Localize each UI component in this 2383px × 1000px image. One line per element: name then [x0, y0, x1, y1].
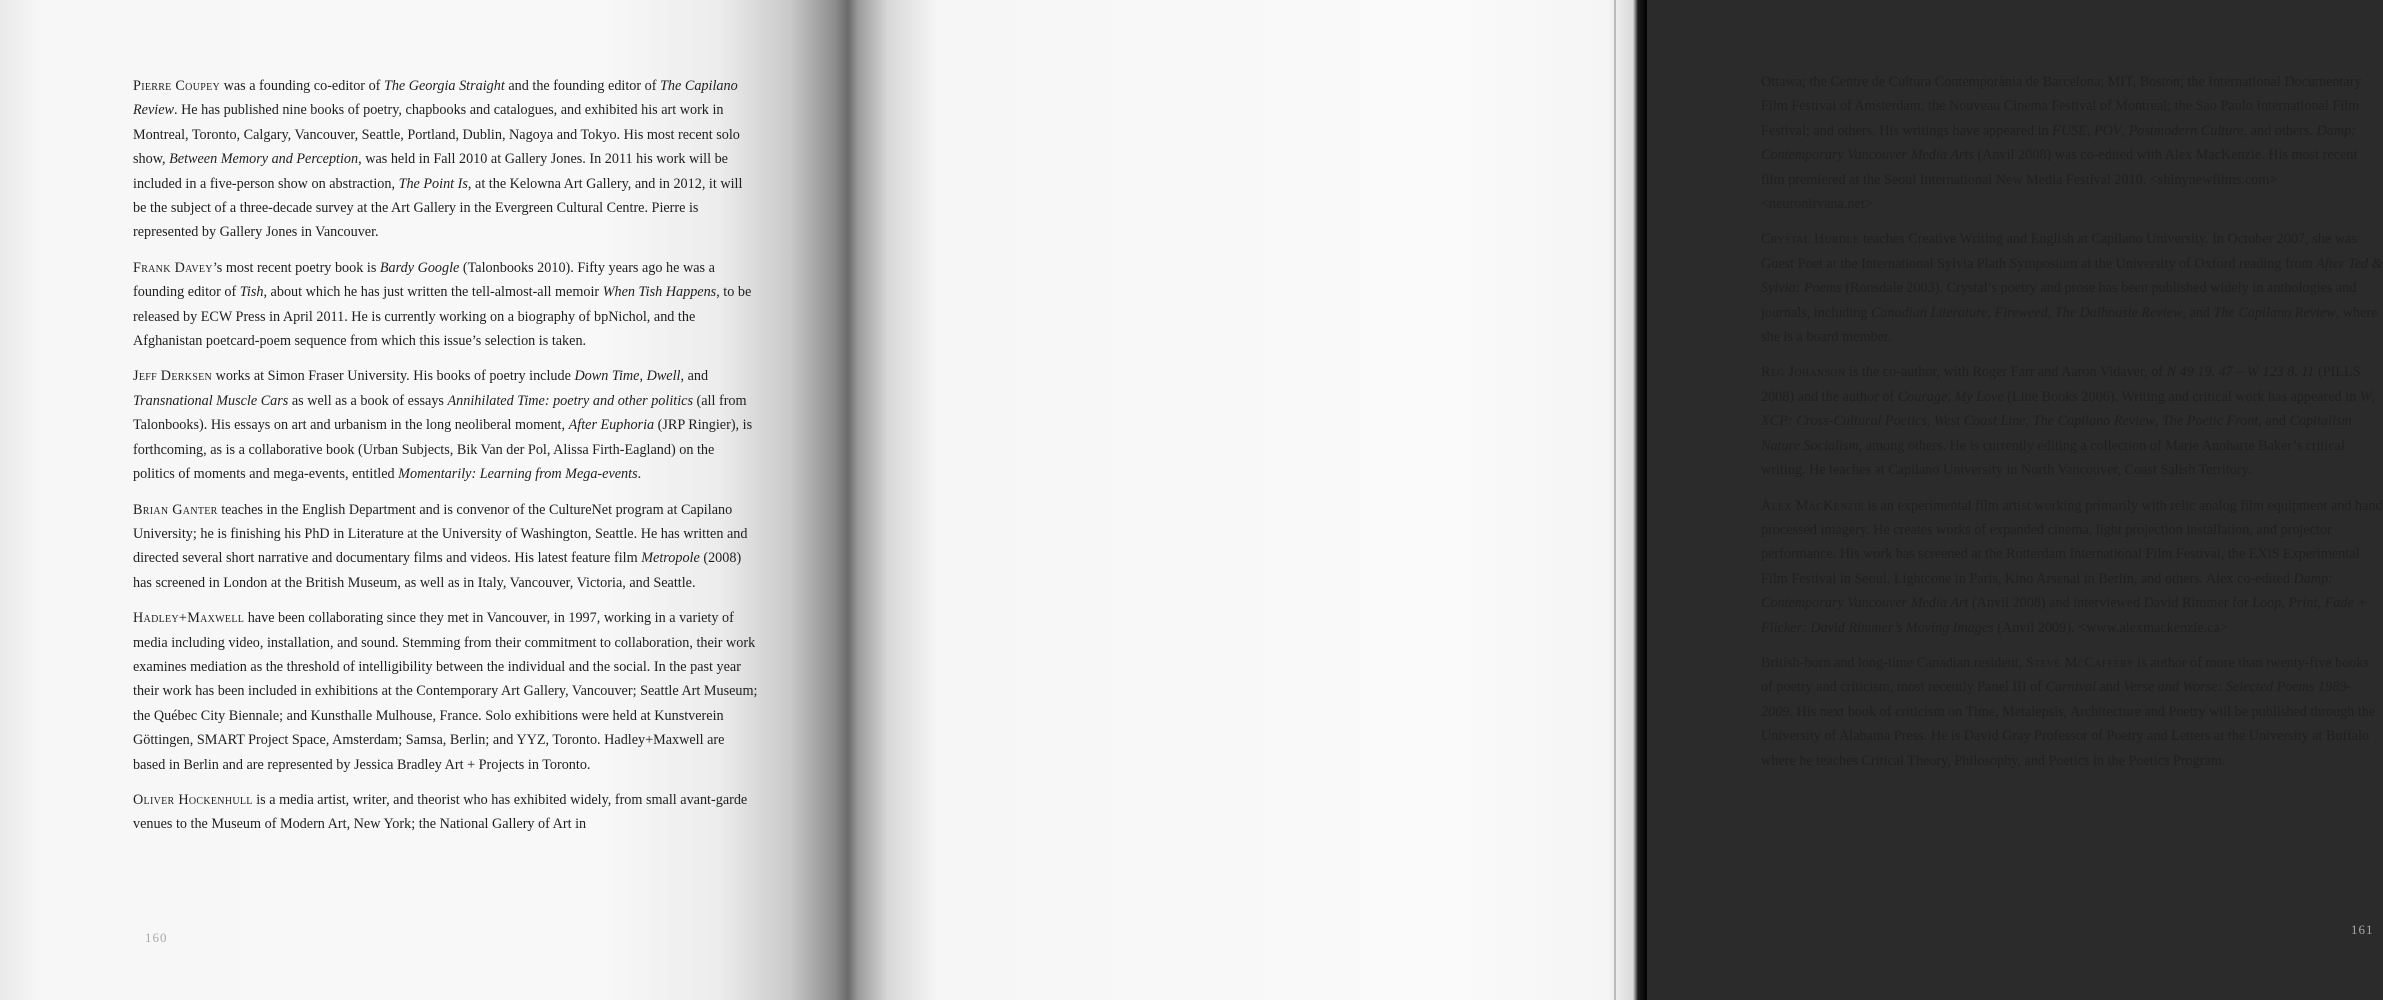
- contributor-name: Alex MacKenzie: [1761, 497, 1865, 514]
- bio-text: ,: [2371, 388, 2376, 405]
- bio-text: , where she is a board member.: [1761, 304, 2378, 346]
- italic-title: The Dalhousie Review: [2054, 304, 2183, 321]
- bio-text: is a media artist, writer, and theorist who has exhibited widely, from small avant-garde venues to the Museum of Modern Art, New York; the National Gallery of Art in: [133, 791, 748, 833]
- contributor-name: Frank Davey: [133, 259, 213, 276]
- bio-text: (all from Talonbooks). His essays on art and urbanism in the long neoliberal moment,: [133, 392, 747, 434]
- italic-title: The Capilano Review: [2032, 413, 2155, 430]
- italic-title: Down Time: [574, 368, 640, 385]
- italic-title: Bardy Google: [379, 259, 460, 276]
- bio-text: (Talonbooks 2010). Fifty years ago he was a founding editor of: [133, 259, 715, 301]
- bio-text: ,: [1987, 304, 1995, 321]
- italic-title: After Euphoria: [568, 417, 655, 434]
- italic-title: Verse and Worse: Selected Poems 1989-2009: [1761, 679, 2352, 720]
- italic-title: Postmodern Culture: [2128, 122, 2244, 139]
- right-page-text: [1761, 70, 2383, 784]
- bio-text: ,: [2121, 122, 2129, 139]
- italic-title: XCP: Cross-Cultural Poetics: [1761, 413, 1927, 430]
- right-bio-paragraph: [1761, 360, 2383, 482]
- right-bio-paragraph: [1761, 494, 2383, 640]
- italic-title: Between Memory and Perception: [169, 151, 359, 168]
- bio-text: ,: [1926, 413, 1934, 430]
- bio-text: British-born and long-time Canadian resident,: [1761, 654, 2026, 671]
- bio-text: . He has published nine books of poetry, chapbooks and catalogues, and exhibited his art work in Montreal, Toronto, Calgary, Vancouver, Seattle, Portland, Dublin, Nagoya and Tokyo. His most recent solo show,: [133, 102, 740, 168]
- bio-text: (PILLS 2008) and the author of: [1761, 364, 2361, 405]
- right-bio-paragraph: [1761, 70, 2383, 216]
- bio-text: and the founding editor of: [504, 78, 661, 94]
- bio-text: was a founding co-editor of: [220, 78, 384, 94]
- bio-text: (Ronsdale 2003). Crystal’s poetry and prose has been published widely in anthologies and journals, including: [1761, 280, 2357, 321]
- left-bio-paragraph: [133, 498, 758, 596]
- right-page: [848, 0, 2383, 1000]
- bio-text: is author of more than twenty-five books of poetry and criticism, most recently Panel III of: [1761, 654, 2370, 696]
- left-bio-paragraph: [133, 364, 758, 486]
- bio-text: as well as a book of essays: [288, 392, 448, 409]
- bio-text: teaches Creative Writing and English at Capilano University. In October 2007, she was Guest Poet at the International Sylvia Plath Symposium at the University of Oxford reading from: [1761, 231, 2357, 272]
- left-bio-paragraph: [133, 256, 758, 354]
- bio-text: (Anvil 2009). <www.alexmackenzie.ca>: [1993, 619, 2228, 636]
- bio-text: and: [2095, 679, 2124, 696]
- italic-title: The Capilano Review: [133, 78, 738, 119]
- italic-title: After Ted & Sylvia: Poems: [1761, 255, 2383, 297]
- left-bio-paragraph: [133, 606, 758, 777]
- page-number-right: 161: [2351, 922, 2374, 937]
- bio-text: , and: [2258, 413, 2290, 430]
- italic-title: The Poetic Front: [2161, 413, 2259, 430]
- bio-text: teaches in the English Department and is convenor of the CultureNet program at Capilano University; he is finishing his PhD in Literature at the University of Washington, Seattle. He has written and directed several short narrative and documentary films and videos. His latest feature film: [133, 501, 748, 567]
- italic-title: The Georgia Straight: [383, 78, 505, 94]
- italic-title: When Tish Happens: [602, 284, 717, 301]
- contributor-name: Hadley+Maxwell: [133, 610, 245, 627]
- bio-text: (Anvil 2008) was co-edited with Alex MacKenzie. His most recent film premiered at the Seoul International New Media Festival 2010. <shinynewfilms.com> <neuronirvana.net>: [1761, 147, 2358, 213]
- bio-text: (Anvil 2008) and interviewed David Rimmer for: [1968, 595, 2253, 612]
- bio-text: .: [637, 466, 642, 483]
- contributor-name: Brian Ganter: [133, 501, 218, 518]
- bio-text: ,: [2154, 413, 2162, 430]
- bio-text: ,: [639, 368, 647, 385]
- bio-text: , among others. He is currently editing a collection of Marie Annharte Baker’s critical writing. He teaches at Capilano University in North Vancouver, Coast Salish Territory.: [1761, 437, 2345, 479]
- italic-title: Dwell: [646, 368, 681, 385]
- italic-title: Carnival: [2045, 679, 2096, 696]
- italic-title: Damp: Contemporary Vancouver Media Arts: [1761, 122, 2356, 164]
- bio-text: , and: [680, 368, 709, 385]
- bio-text: , at the Kelowna Art Gallery, and in 2012, it will be the subject of a three-decade survey at the Art Gallery in the Evergreen Cultural Centre. Pierre is represented by Gallery Jones in Vancouver.: [133, 175, 743, 241]
- bio-text: (2008) has screened in London at the British Museum, as well as in Italy, Vancouver, Victoria, and Seattle.: [133, 550, 742, 591]
- italic-title: Tish: [239, 284, 264, 301]
- bio-text: , was held in Fall 2010 at Gallery Jones. In 2011 his work will be included in a five-person show on abstraction,: [133, 151, 728, 192]
- contributor-name: Pierre Coupey: [133, 78, 221, 94]
- italic-title: Transnational Muscle Cars: [133, 392, 289, 409]
- bio-text: , about which he has just written the tell-almost-all memoir: [263, 284, 603, 301]
- italic-title: Fireweed: [1994, 304, 2048, 321]
- bio-text: have been collaborating since they met in Vancouver, in 1997, working in a variety of media including video, installation, and sound. Stemming from their commitment to collaboration, their work examines mediation as the threshold of intelligibility between the individual and the social. In the past year their work has been included in exhibitions at the Contemporary Art Gallery, Vancouver; Seattle Art Museum; the Québec City Biennale; and Kunsthalle Mulhouse, France. Solo exhibitions were held at Kunstverein Göttingen, SMART Project Space, Amsterdam; Samsa, Berlin; and YYZ, Toronto. Hadley+Maxwell are based in Berlin and are represented by Jessica Bradley Art + Projects in Toronto.: [133, 610, 758, 773]
- bio-text: Ottawa; the Centre de Cultura Contemporània de Barcelona; MIT, Boston; the International Documentary Film Festival of Amsterdam; the Nouveau Cinema Festival of Montreal; the Sao Paulo International Film Festival; and others. His writings have appeared in: [1761, 74, 2362, 139]
- left-bio-paragraph: [133, 788, 758, 837]
- italic-title: Damp: Contemporary Vancouver Media Art: [1761, 570, 2333, 612]
- italic-title: Momentarily: Learning from Mega-events: [398, 466, 638, 483]
- contributor-name: Oliver Hockenhull: [133, 791, 253, 808]
- italic-title: West Coast Line: [1933, 413, 2026, 430]
- right-bio-paragraph: [1761, 651, 2383, 773]
- bio-text: works at Simon Fraser University. His books of poetry include: [212, 368, 575, 385]
- italic-title: The Capilano Review: [2213, 304, 2336, 321]
- contributor-name: Crystal Hurdle: [1761, 231, 1860, 248]
- bio-text: ’s most recent poetry book is: [212, 259, 380, 276]
- left-page: [0, 0, 848, 1000]
- page-number-left: 160: [145, 930, 168, 945]
- bio-text: ,: [2086, 122, 2094, 139]
- italic-title: Capitalism Nature Socialism: [1761, 413, 2352, 454]
- italic-title: N 49 19. 47 – W 123 8. 11: [2166, 364, 2315, 381]
- bio-text: , and others.: [2243, 122, 2317, 139]
- bio-text: (JRP Ringier), is forthcoming, as is a collaborative book (Urban Subjects, Bik Van der Pol, Alissa Firth-Eagland) on the politics of moments and mega-events, entitled: [133, 417, 753, 483]
- italic-title: Courage, My Love: [1897, 388, 2004, 405]
- bio-text: , and: [2182, 304, 2214, 321]
- contributor-name: Jeff Derksen: [133, 368, 213, 385]
- italic-title: Metropole: [641, 550, 700, 567]
- right-bio-paragraph: [1761, 227, 2383, 349]
- bio-text: ,: [2025, 413, 2033, 430]
- bio-text: is an experimental film artist working primarily with relic analog film equipment and hand processed imagery. He creates works of expanded cinema, light projection installation, and projector performance. His work has screened at the Rotterdam International Film Festival, the EXiS Experimental Film Festival in Seoul, Lightcone in Paris, Kino Arsenal in Berlin, and others. Alex co-edited: [1761, 497, 2383, 587]
- contributor-name: Reg Johanson: [1761, 364, 1846, 381]
- bio-text: is the co-author, with Roger Farr and Aaron Vidaver, of: [1845, 364, 2167, 381]
- bio-text: . His next book of criticism on Time, Metalepsis, Architecture and Poetry will be published through the University of Alabama Press. He is David Gray Professor of Poetry and Letters at the University at Buffalo where he teaches Critical Theory, Philosophy, and Poetics in the Poetics Program.: [1761, 703, 2376, 769]
- italic-title: POV: [2093, 122, 2122, 139]
- bio-text: (Line Books 2006). Writing and critical work has appeared in: [2003, 388, 2360, 405]
- italic-title: W: [2359, 388, 2372, 405]
- italic-title: Canadian Literature: [1870, 304, 1988, 321]
- left-page-text: [133, 74, 758, 848]
- italic-title: The Point Is: [398, 175, 468, 192]
- bio-text: , to be released by ECW Press in April 2011. He is currently working on a biography of bpNichol, and the Afghanistan poetcard-poem sequence from which this issue’s selection is taken.: [133, 284, 752, 350]
- bio-text: ,: [2047, 304, 2055, 321]
- italic-title: Annihilated Time: poetry and other politics: [447, 392, 693, 409]
- italic-title: Loop, Print, Fade + Flicker: David Rimmer’s Moving Images: [1761, 595, 2367, 636]
- italic-title: FUSE: [2052, 122, 2087, 139]
- left-bio-paragraph: [133, 74, 758, 245]
- contributor-name: Steve McCaffery: [2025, 654, 2134, 671]
- page-edge: [1614, 0, 1616, 1000]
